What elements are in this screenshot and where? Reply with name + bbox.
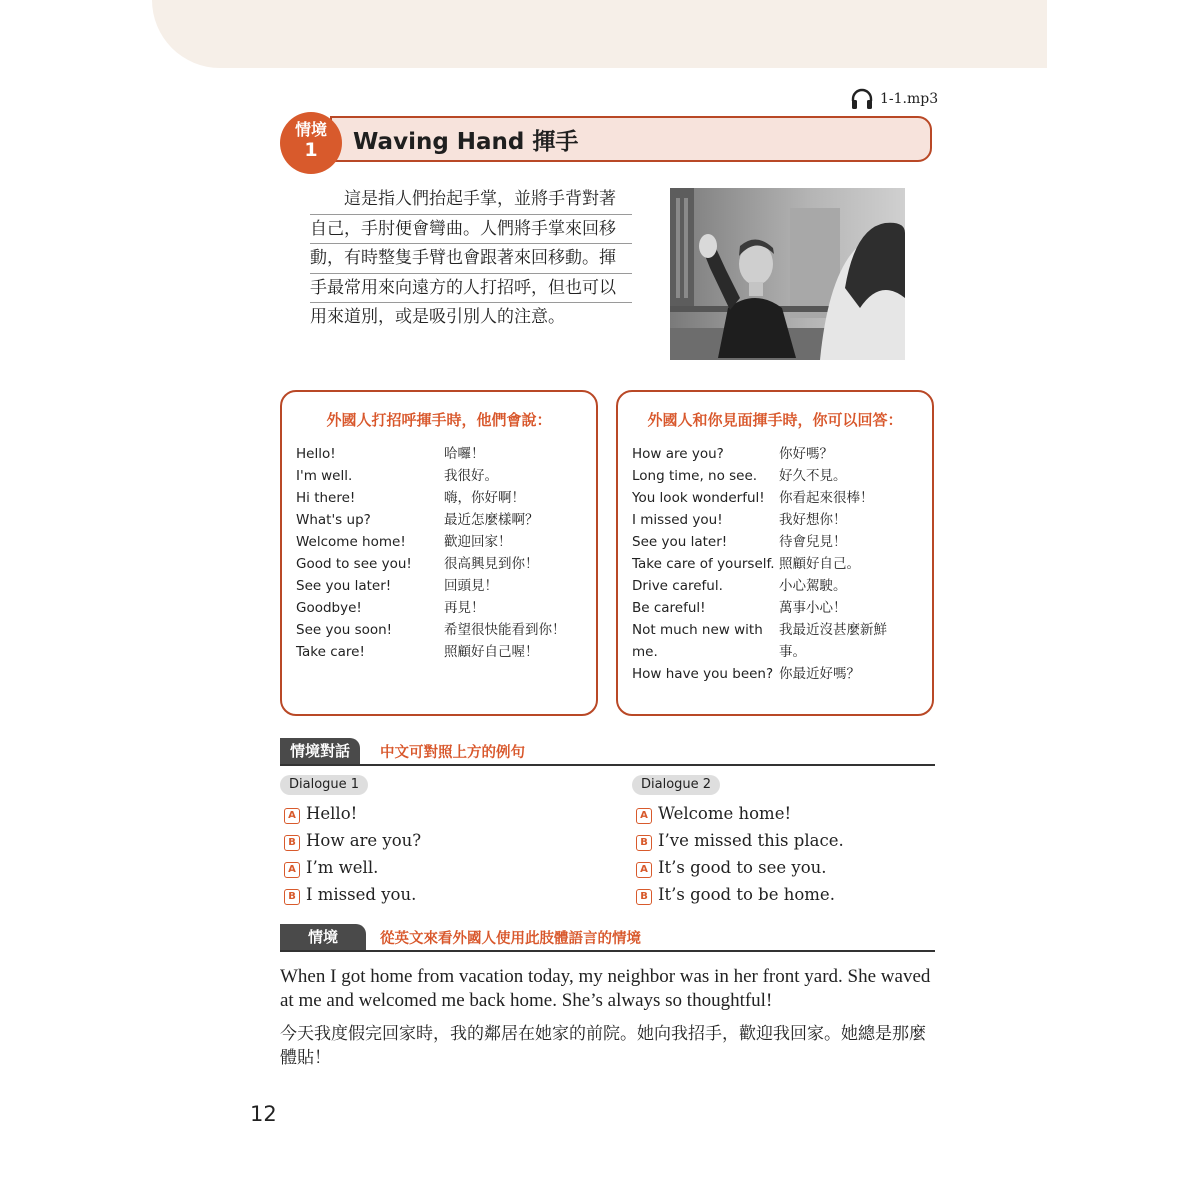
phrase-list [296, 443, 590, 663]
phrase-zh: 小心駕駛。 [779, 578, 847, 594]
dialogue-2 [636, 802, 844, 910]
phrases-panel-greeting [280, 390, 598, 716]
dialogue-line [284, 856, 421, 883]
page-number: 12 [250, 1102, 277, 1126]
headphones-icon [850, 88, 874, 110]
phrase-zh: 待會兒見！ [779, 534, 847, 550]
phrase-row [632, 597, 926, 619]
section-tab: 情境對話 [280, 738, 360, 764]
phrase-en: Good to see you! [296, 556, 412, 572]
phrase-row [632, 509, 926, 531]
dialogue-line [636, 802, 844, 829]
dialogue-line [284, 829, 421, 856]
dialogue-line [636, 856, 844, 883]
section-tab: 情境 [280, 924, 366, 950]
phrase-row [632, 575, 926, 597]
phrase-en: I'm well. [296, 468, 353, 484]
phrase-row [632, 487, 926, 509]
dialogue-text: Hello! [306, 804, 358, 823]
phrase-zh: 好久不見。 [779, 468, 847, 484]
dialogue-text: Welcome home! [658, 804, 792, 823]
phrase-en: Take care! [296, 644, 365, 660]
phrase-zh: 你看起來很棒！ [779, 490, 874, 506]
speaker-badge: A [284, 862, 300, 878]
phrase-row [296, 597, 590, 619]
intro-paragraph [310, 185, 632, 332]
phrase-en: Be careful! [632, 600, 706, 616]
speaker-badge: A [636, 862, 652, 878]
phrase-en: Take care of yourself. [632, 556, 775, 572]
section-subtitle: 中文可對照上方的例句 [380, 745, 525, 761]
phrase-row [296, 465, 590, 487]
dialogue-line [284, 883, 421, 910]
audio-filename: 1-1.mp3 [880, 91, 939, 107]
phrase-row [296, 509, 590, 531]
phrase-row [296, 641, 590, 663]
intro-line: 用來道別，或是吸引別人的注意。 [310, 307, 565, 327]
phrase-row [296, 553, 590, 575]
dialogue-line [636, 829, 844, 856]
story-chinese: 今天我度假完回家時，我的鄰居在她家的前院。她向我招手，歡迎我回家。她總是那麼體貼！ [280, 1024, 926, 1068]
phrase-en: See you later! [632, 534, 728, 550]
phrase-en: Drive careful. [632, 578, 723, 594]
phrase-zh: 我好想你！ [779, 512, 847, 528]
dialogue-text: I missed you. [306, 885, 417, 904]
scene-section-header [280, 924, 935, 952]
speaker-badge: B [284, 889, 300, 905]
phrase-en: What's up? [296, 512, 371, 528]
dialogue-text: How are you? [306, 831, 422, 850]
dialogue-text: I’ve missed this place. [658, 831, 844, 850]
dialogue-1-label: Dialogue 1 [280, 775, 368, 795]
phrase-row [296, 575, 590, 597]
phrase-row [296, 487, 590, 509]
panel-heading: 外國人和你見面揮手時，你可以回答： [647, 411, 903, 429]
speaker-badge: B [284, 835, 300, 851]
dialogue-text: It’s good to be home. [658, 885, 835, 904]
phrase-en: Not much new with me. [632, 622, 763, 660]
phrase-zh: 最近怎麼樣啊？ [444, 512, 539, 528]
dialogue-section-header [280, 738, 935, 766]
panel-heading: 外國人打招呼揮手時，他們會說： [326, 411, 552, 429]
phrase-list [632, 443, 926, 685]
intro-line: 手最常用來向遠方的人打招呼，但也可以 [310, 274, 632, 304]
phrase-zh: 歡迎回家！ [444, 534, 512, 550]
speaker-badge: B [636, 835, 652, 851]
phrase-row [632, 619, 926, 663]
phrase-row [632, 443, 926, 465]
scenario-badge [280, 112, 342, 174]
phrase-zh: 你最近好嗎？ [779, 666, 860, 682]
speaker-badge: B [636, 889, 652, 905]
dialogue-2-label: Dialogue 2 [632, 775, 720, 795]
phrases-panel-reply [616, 390, 934, 716]
dialogue-line [636, 883, 844, 910]
intro-line: 自己，手肘便會彎曲。人們將手掌來回移 [310, 215, 632, 245]
phrase-row [296, 619, 590, 641]
phrase-zh: 嗨，你好啊！ [444, 490, 525, 506]
phrase-en: Hi there! [296, 490, 356, 506]
phrase-zh: 照顧好自己。 [779, 556, 860, 572]
phrase-zh: 很高興見到你！ [444, 556, 539, 572]
phrase-zh: 我很好。 [444, 468, 498, 484]
dialogue-text: It’s good to see you. [658, 858, 827, 877]
phrase-zh: 萬事小心！ [779, 600, 847, 616]
section-subtitle: 從英文來看外國人使用此肢體語言的情境 [380, 931, 641, 947]
phrase-zh: 照顧好自己喔！ [444, 644, 539, 660]
phrase-en: Long time, no see. [632, 468, 758, 484]
intro-line: 這是指人們抬起手掌，並將手背對著 [310, 185, 632, 215]
top-band [152, 0, 1047, 68]
phrase-row [632, 531, 926, 553]
phrase-zh: 我最近沒甚麼新鮮事。 [779, 622, 887, 660]
phrase-row [296, 443, 590, 465]
waving-man-photo [670, 188, 905, 360]
dialogue-line [284, 802, 421, 829]
phrase-row [632, 465, 926, 487]
phrase-en: Welcome home! [296, 534, 406, 550]
phrase-en: Goodbye! [296, 600, 362, 616]
story-english: When I got home from vacation today, my neighbor was in her front yard. She waved at me and welcomed me back home. She’s always so thoughtful! [280, 966, 931, 1011]
audio-track[interactable] [850, 88, 938, 110]
phrase-zh: 回頭見！ [444, 578, 498, 594]
phrase-zh: 希望很快能看到你！ [444, 622, 566, 638]
phrase-zh: 哈囉！ [444, 446, 485, 462]
speaker-badge: A [636, 808, 652, 824]
dialogue-1 [284, 802, 421, 910]
scenario-badge-number: 1 [304, 139, 318, 161]
page-title: Waving Hand 揮手 [353, 129, 579, 155]
phrase-zh: 你好嗎？ [779, 446, 833, 462]
phrase-row [632, 553, 926, 575]
scenario-badge-label: 情境 [294, 120, 327, 139]
dialogue-text: I’m well. [306, 858, 379, 877]
phrase-en: See you soon! [296, 622, 393, 638]
phrase-en: Hello! [296, 446, 336, 462]
phrase-row [296, 531, 590, 553]
intro-line: 動，有時整隻手臂也會跟著來回移動。揮 [310, 244, 632, 274]
phrase-en: How have you been? [632, 666, 774, 682]
phrase-row [632, 663, 926, 685]
phrase-en: How are you? [632, 446, 724, 462]
phrase-en: I missed you! [632, 512, 723, 528]
speaker-badge: A [284, 808, 300, 824]
phrase-zh: 再見！ [444, 600, 485, 616]
phrase-en: You look wonderful! [632, 490, 765, 506]
phrase-en: See you later! [296, 578, 392, 594]
